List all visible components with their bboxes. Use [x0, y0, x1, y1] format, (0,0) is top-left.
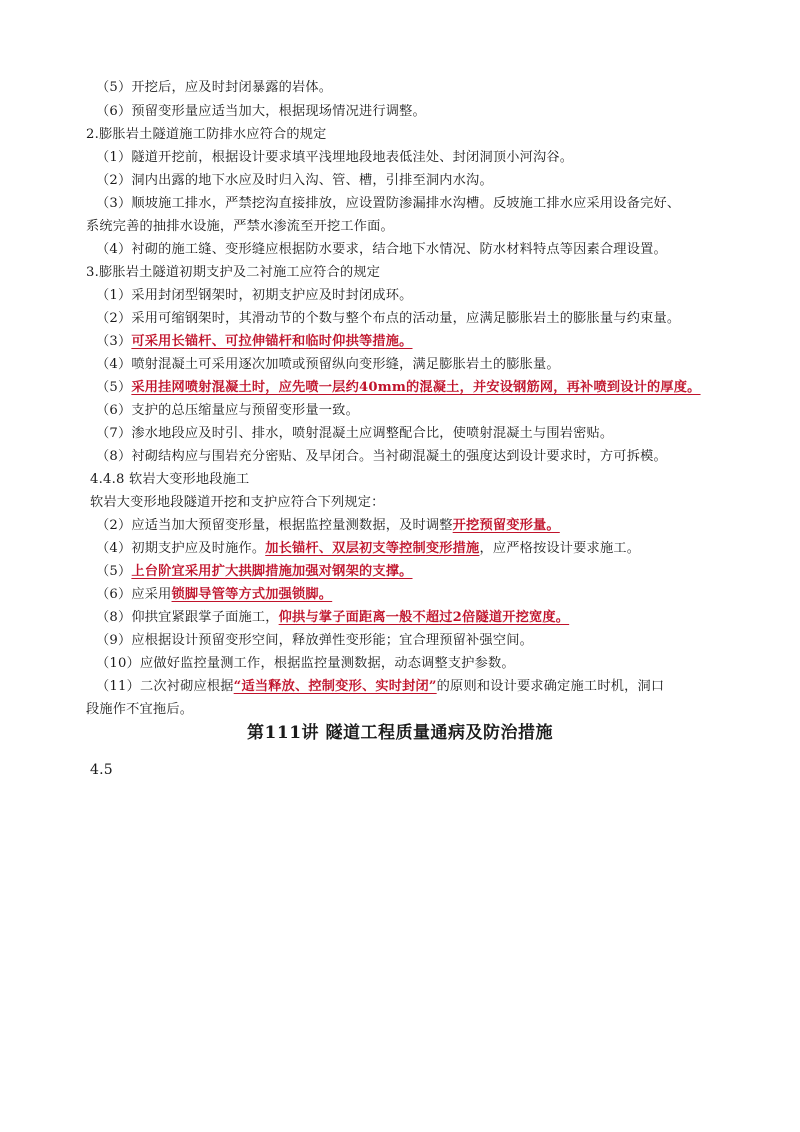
item-number: （3）: [96, 334, 132, 349]
highlighted-text: 仰拱与掌子面距离一般不超过2倍隧道开挖宽度。: [278, 610, 570, 625]
text-line: （3）顺坡施工排水，严禁挖沟直接排放，应设置防渗漏排水沟槽。反坡施工排水应采用设备完好、: [96, 196, 681, 211]
text-line: （1）隧道开挖前，根据设计要求填平浅埋地段地表低洼处、封闭洞顶小河沟谷。: [96, 150, 574, 165]
text-line: [96, 518, 560, 534]
text-line: [96, 610, 569, 626]
item-number: （5）: [96, 564, 132, 579]
text-line: （9）应根据设计预留变形空间，释放弹性变形能；宜合理预留补强空间。: [96, 633, 533, 648]
text-line: （2）洞内出露的地下水应及时归入沟、管、槽，引排至洞内水沟。: [96, 173, 493, 188]
text-segment: 的原则和设计要求确定施工时机，洞口: [436, 679, 665, 694]
text-line: [96, 564, 413, 580]
highlighted-text: 开挖预留变形量。: [452, 518, 560, 533]
text-line: [96, 380, 701, 396]
text-segment: （4）初期支护应及时施作。: [96, 541, 266, 556]
section-heading: 2.膨胀岩土隧道施工防排水应符合的规定: [86, 127, 327, 142]
text-line: [96, 334, 413, 350]
text-line: 段施作不宜拖后。: [86, 702, 194, 717]
text-line: （6）预留变形量应适当加大，根据现场情况进行调整。: [96, 104, 426, 119]
text-line: [96, 541, 640, 557]
text-line: （5）开挖后，应及时封闭暴露的岩体。: [96, 80, 333, 95]
text-line: （2）采用可缩钢架时，其滑动节的个数与整个布点的活动量，应满足膨胀岩土的膨胀量与约束量。: [96, 311, 681, 326]
text-line: （1）采用封闭型钢架时，初期支护应及时封闭成环。: [96, 288, 413, 303]
highlighted-text: “适当释放、控制变形、实时封闭”: [233, 679, 437, 694]
page-title: 第111讲 隧道工程质量通病及防治措施: [247, 723, 553, 743]
text-line: 软岩大变形地段隧道开挖和支护应符合下列规定：: [90, 495, 385, 510]
highlighted-text: 锁脚导管等方式加强锁脚。: [171, 587, 333, 602]
highlighted-text: 加长锚杆、双层初支等控制变形措施: [265, 541, 480, 556]
text-line: （6）支护的总压缩量应与预留变形量一致。: [96, 403, 359, 418]
highlighted-text: 上台阶宜采用扩大拱脚措施加强对钢架的支撑。: [131, 564, 413, 579]
highlighted-text: 采用挂网喷射混凝土时，应先喷一层约40mm的混凝土，并安设钢筋网，再补喷到设计的厚度。: [131, 380, 701, 395]
text-segment: （2）应适当加大预留变形量，根据监控量测数据，及时调整: [96, 518, 453, 533]
highlighted-text: 可采用长锚杆、可拉伸锚杆和临时仰拱等措施。: [131, 334, 413, 349]
text-segment: （8）仰拱宜紧跟掌子面施工，: [96, 610, 279, 625]
item-number: （5）: [96, 380, 132, 395]
text-line: （10）应做好监控量测工作，根据监控量测数据，动态调整支护参数。: [96, 656, 515, 671]
section-heading: 4.4.8 软岩大变形地段施工: [90, 472, 250, 487]
text-line: （4）喷射混凝土可采用逐次加喷或预留纵向变形缝，满足膨胀岩土的膨胀量。: [96, 357, 560, 372]
text-segment: ，应严格按设计要求施工。: [479, 541, 641, 556]
text-segment: （6）应采用: [96, 587, 172, 602]
text-line: [96, 587, 332, 603]
section-heading: 3.膨胀岩土隧道初期支护及二衬施工应符合的规定: [86, 265, 381, 280]
section-number: 4.5: [90, 762, 113, 778]
text-line: （4）衬砌的施工缝、变形缝应根据防水要求，结合地下水情况、防水材料特点等因素合理设置。: [96, 242, 667, 257]
text-line: （7）渗水地段应及时引、排水，喷射混凝土应调整配合比，使喷射混凝土与围岩密贴。: [96, 426, 614, 441]
text-line: [96, 679, 664, 695]
text-segment: （11）二次衬砌应根据: [96, 679, 234, 694]
text-line: 系统完善的抽排水设施，严禁水渗流至开挖工作面。: [86, 219, 394, 234]
text-line: （8）衬砌结构应与围岩充分密贴、及早闭合。当衬砌混凝土的强度达到设计要求时，方可拆模。: [96, 449, 667, 464]
